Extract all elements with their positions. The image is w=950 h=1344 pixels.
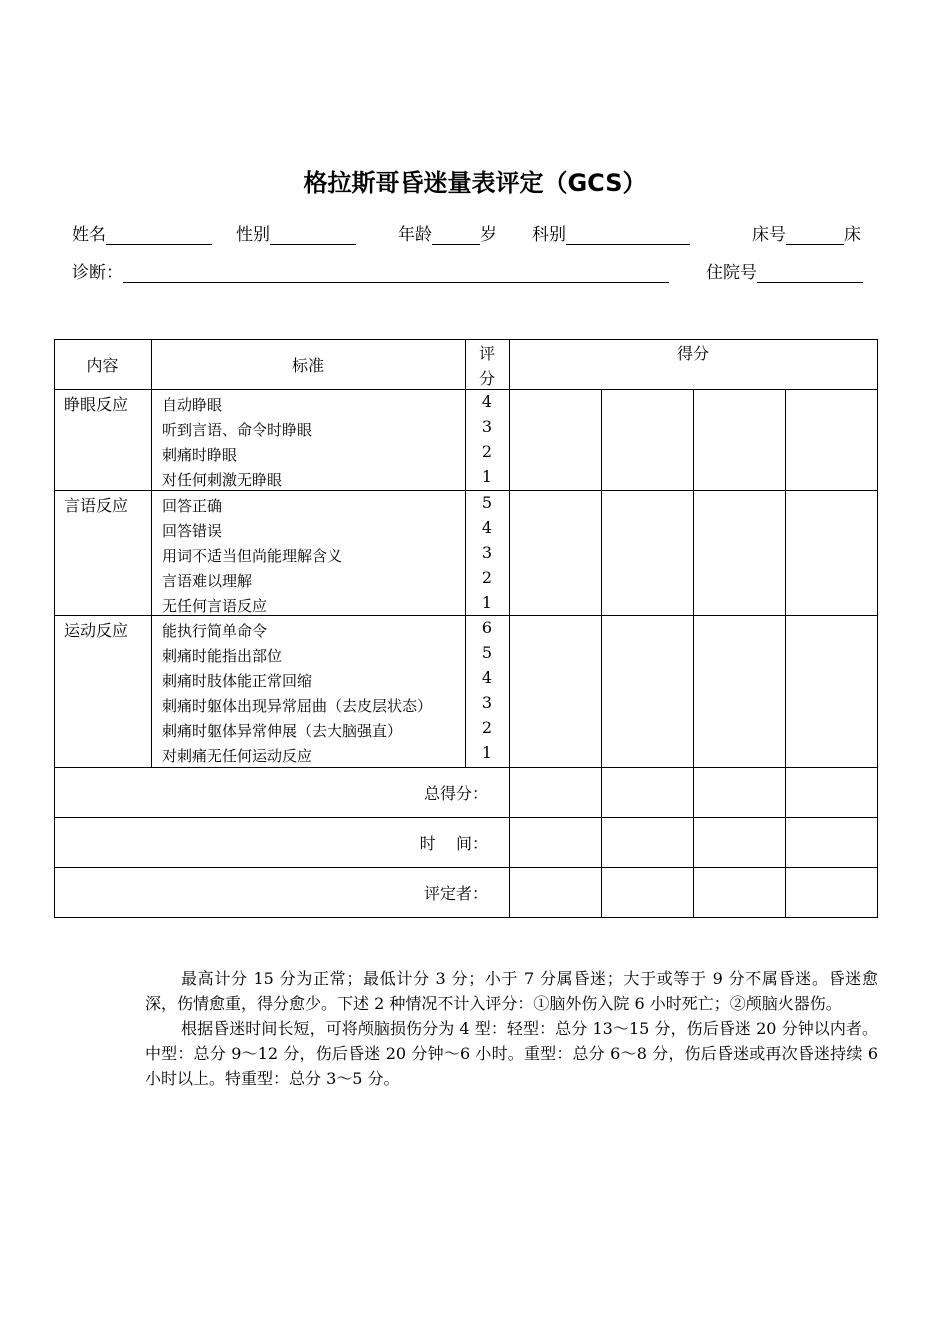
criterion: 回答正确 [162,497,223,515]
name-field [72,220,212,245]
criterion-score: 5 [481,493,493,512]
criterion: 刺痛时躯体异常伸展（去大脑强直） [162,722,403,740]
total-score-label: 总得分： [423,784,488,803]
header-criteria: 标准 [291,356,324,375]
criterion: 用词不适当但尚能理解含义 [162,547,343,565]
criterion: 回答错误 [162,522,223,540]
sex-blank[interactable] [270,224,356,245]
sex-label: 性别 [236,225,270,245]
header-score-2: 分 [478,369,495,388]
criterion-score: 5 [481,643,493,662]
category-eye: 睁眼反应 [64,395,129,414]
note-paragraph-2: 根据昏迷时间长短，可将颅脑损伤分为 4 型：轻型：总分 13～15 分，伤后昏迷 20 分钟以内者。中型：总分 9～12 分，伤后昏迷 20 分钟～6 小时。重型：总分 6～8 分，伤后昏迷或再次昏迷持续 6 小时以上。特重型：总分 3～5 分。 [145,1019,878,1088]
criterion-score: 4 [481,668,493,687]
assessor-label: 评定者： [423,884,488,903]
criterion-score: 4 [481,392,493,411]
criterion: 听到言语、命令时睁眼 [162,421,313,439]
criterion: 对刺痛无任何运动反应 [162,747,313,765]
dept-blank[interactable] [566,224,690,245]
admission-field [706,258,863,283]
sex-field [236,220,356,245]
note-paragraph-1: 最高计分 15 分为正常；最低计分 3 分；小于 7 分属昏迷；大于或等于 9 分不属昏迷。昏迷愈深，伤情愈重，得分愈少。下述 2 种情况不计入评分：①脑外伤入院 6 小时死亡；②颅脑火器伤。 [145,969,878,1013]
name-blank[interactable] [106,224,212,245]
category-verbal: 言语反应 [64,496,129,515]
age-label: 年龄 [398,225,432,245]
criterion-score: 3 [481,693,493,712]
criterion-score: 1 [481,593,493,612]
criterion: 无任何言语反应 [162,597,268,615]
criterion-score: 2 [481,442,493,461]
criterion-score: 3 [481,543,493,562]
age-field [398,220,497,245]
criterion: 刺痛时肢体能正常回缩 [162,672,313,690]
admission-blank[interactable] [757,262,863,283]
criterion-score: 1 [481,467,493,486]
admission-label: 住院号 [706,263,757,283]
bed-blank[interactable] [786,224,844,245]
criterion-score: 3 [481,417,493,436]
category-motor: 运动反应 [64,621,129,640]
bed-label: 床号 [752,225,786,245]
header-content: 内容 [86,356,119,375]
notes [145,966,878,1091]
criterion-score: 6 [481,618,493,637]
criterion-score: 1 [481,743,493,762]
criterion: 自动睁眼 [162,396,223,414]
criterion: 刺痛时能指出部位 [162,647,283,665]
dept-label: 科别 [532,225,566,245]
criterion: 对任何刺激无睁眼 [162,471,283,489]
diagnosis-blank[interactable] [123,262,669,283]
bed-unit: 床 [844,225,861,245]
criterion-score: 2 [481,718,493,737]
diagnosis-field [72,258,669,283]
criterion: 刺痛时躯体出现异常屈曲（去皮层状态） [162,697,433,715]
criterion-score: 4 [481,518,493,537]
criterion-score: 2 [481,568,493,587]
header-score-1: 评 [478,344,495,363]
dept-field [532,220,690,245]
criterion: 言语难以理解 [162,572,253,590]
bed-field [752,220,861,245]
page-title: 格拉斯哥昏迷量表评定（GCS） [303,169,647,197]
age-blank[interactable] [432,224,480,245]
criterion: 能执行简单命令 [162,622,268,640]
age-unit: 岁 [480,225,497,245]
criterion: 刺痛时睁眼 [162,446,238,464]
name-label: 姓名 [72,225,106,245]
time-label: 时 间： [419,834,488,853]
diagnosis-label: 诊断： [72,263,123,283]
header-obtained: 得分 [676,344,709,363]
